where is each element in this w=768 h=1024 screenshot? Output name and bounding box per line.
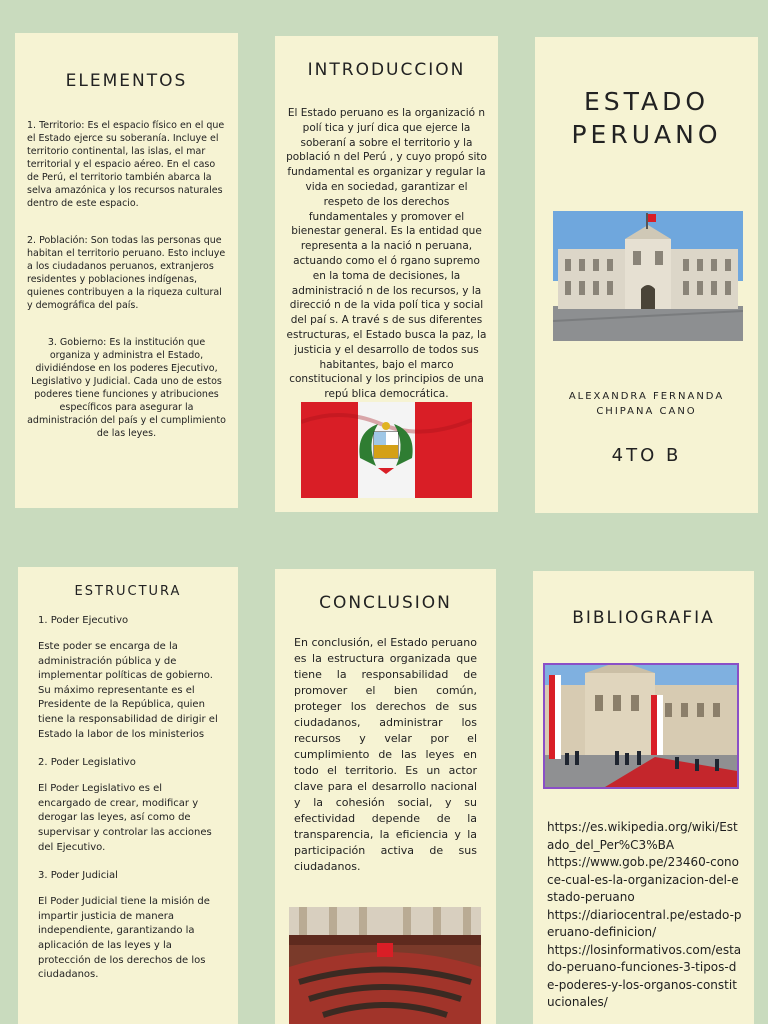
estructura-judicial-heading: 3. Poder Judicial <box>38 870 118 882</box>
elementos-territorio: 1. Territorio: Es el espacio físico en el que el Estado ejerce su soberanía. Incluye el territorio continental, las islas, el mar territorial y el espacio aéreo. En el caso de Perú, el territorio también abarca la selva amazónica y los recursos naturales dentro de este espacio. <box>27 120 225 209</box>
introduccion-body: El Estado peruano es la organizació n polí tica y jurí dica que ejerce la soberaní a sobre el territorio y la població n del Perú , y cuyo propó sito fundamental es organizar y regular la vida en sociedad, garantizar el respeto de los derechos fundamentales y promover el bienestar general. Es la entidad que representa a la nació n peruana, actuando como el ó rgano supremo en la toma de decisiones, la administració n de los recursos, y la direcció n de la vida polí tica y social del paí s. A travé s de sus diferentes estructuras, el Estado busca la paz, la justicia y el desarrollo de todos sus habitantes, bajo el marco constitucional y los principios de una repú blica democrática. <box>286 107 487 401</box>
panel-conclusion <box>275 569 496 1024</box>
congress-chamber-image <box>289 907 481 1024</box>
peru-flag-image <box>301 402 472 498</box>
estructura-legislativo-body: El Poder Legislativo es el encargado de crear, modificar y derogar las leyes, así como de supervisar y controlar las acciones del Ejecutivo. <box>38 783 212 853</box>
estructura-ejecutivo-heading: 1. Poder Ejecutivo <box>38 615 129 626</box>
panel-elementos <box>15 33 238 508</box>
government-palace-image <box>553 211 743 341</box>
estructura-ejecutivo-body: Este poder se encarga de la administración pública y de implementar políticas de gobierno. Su máximo representante es el Presidente de la República, quien tiene la responsabilidad de dirigir el Estado la labor de los ministerios <box>38 641 218 740</box>
conclusion-body: En conclusión, el Estado peruano es la estructura organizada que tiene la responsabilidad de promover el bien común, proteger los derechos de sus ciudadanos, administrar los recursos y velar por el cumplimiento de las leyes en todo el territorio. Es un actor clave para el desarrollo nacional y la cohesión social, y su efectividad depende de la transparencia, la eficiencia y la participación activa de sus ciudadanos. <box>294 636 477 873</box>
portada-title-line2: PERUANO <box>571 120 722 149</box>
elementos-poblacion: 2. Población: Son todas las personas que habitan el territorio peruano. Esto incluye a los ciudadanos peruanos, extranjeros residentes y poblaciones indígenas, quienes contribuyen a la riqueza cultural y demográfica del país. <box>27 235 226 311</box>
estructura-judicial-body: El Poder Judicial tiene la misión de impartir justicia de manera independiente, garantizando la aplicación de las leyes y la protección de los derechos de los ciudadanos. <box>38 896 210 981</box>
bibliografia-link[interactable]: https://losinformativos.com/estado-peruano-funciones-3-tipos-de-poderes-y-los-organos-constitucionales/ <box>547 942 742 1009</box>
bibliografia-link[interactable]: https://www.gob.pe/23460-conoce-cual-es-la-organizacion-del-estado-peruano <box>547 855 739 904</box>
panel-introduccion <box>275 36 498 512</box>
bibliografia-links <box>547 819 743 1012</box>
bibliografia-title: BIBLIOGRAFIA <box>572 608 715 628</box>
panel-portada <box>535 37 758 513</box>
introduccion-title: INTRODUCCION <box>307 60 466 80</box>
elementos-title: ELEMENTOS <box>65 71 188 91</box>
bibliografia-link[interactable]: https://es.wikipedia.org/wiki/Estado_del_Per%C3%BA <box>547 820 738 852</box>
panel-estructura <box>18 567 238 1024</box>
bibliografia-link[interactable]: https://diariocentral.pe/estado-peruano-definicion/ <box>547 907 742 939</box>
palace-ceremony-image <box>543 663 739 789</box>
estructura-title: ESTRUCTURA <box>74 584 182 599</box>
estructura-legislativo-heading: 2. Poder Legislativo <box>38 757 136 769</box>
elementos-gobierno: 3. Gobierno: Es la institución que organiza y administra el Estado, dividiéndose en los poderes Ejecutivo, Legislativo y Judicial. Cada uno de estos poderes tiene funciones y atribuciones específicos para asegurar la administración del país y el cumplimiento de las leyes. <box>27 337 226 439</box>
portada-author: ALEXANDRA FERNANDA CHIPANA CANO <box>568 391 725 417</box>
panel-bibliografia <box>533 571 754 1024</box>
portada-title-line1: ESTADO <box>583 87 710 116</box>
conclusion-title: CONCLUSION <box>319 593 452 613</box>
portada-grade: 4TO B <box>611 445 682 466</box>
